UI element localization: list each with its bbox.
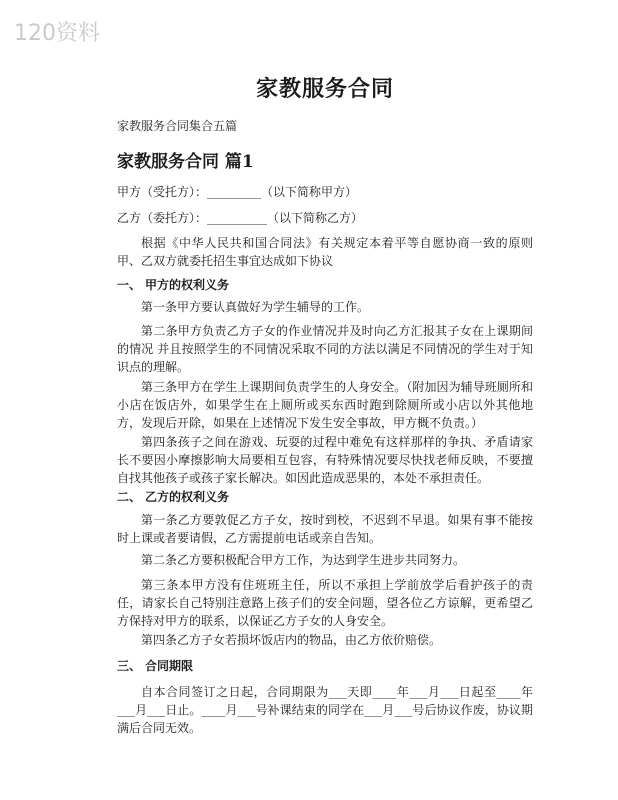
section-3-paragraph: 自本合同签订之日起，合同期限为___天即____年___月___日起至____年___月___日止。____月___号补课结束的同学在___月___号后协议作废，协议期满后合同无效。	[117, 685, 533, 735]
section-2-item-1: 第一条乙方要敦促乙方子女，按时到校，不迟到不早退。如果有事不能按时上课或者要请假，乙方需提前电话或亲自告知。	[117, 513, 533, 545]
section-1-number: 一、	[117, 278, 142, 292]
contract-heading: 家教服务合同 篇1	[117, 152, 254, 172]
intro-paragraph: 根据《中华人民共和国合同法》有关规定本着平等自愿协商一致的原则甲、乙双方就委托招生事宜达成如下协议	[117, 236, 533, 268]
section-1-item-3: 第三条甲方在学生上课期间负责学生的人身安全。（附加因为辅导班厕所和小店在饭店外，如果学生在上厕所或买东西时跑到除厕所或小店以外其他地方，发现后开除，如果在上述情况下发生安全事故，甲方概不负责。）	[117, 380, 533, 430]
watermark: 120资料	[14, 21, 100, 46]
section-2-heading	[117, 488, 229, 505]
section-2-item-4: 第四条乙方子女若损坏饭店内的物品，由乙方依价赔偿。	[141, 633, 442, 647]
section-3-heading	[117, 657, 193, 674]
party-a-line: 甲方（受托方）：_________（以下简称甲方）	[117, 185, 358, 199]
section-1-heading	[117, 276, 229, 293]
section-1-item-2: 第二条甲方负责乙方子女的作业情况并及时向乙方汇报其子女在上课期间的情况 并且按照学生的不同情况采取不同的方法以满足不同情况的学生对于知识点的理解。	[117, 324, 533, 374]
section-1-item-4: 第四条孩子之间在游戏、玩耍的过程中难免有这样那样的争执、矛盾请家长不要因小摩擦影响大局要相互包容，有特殊情况要尽快找老师反映，不要擅自找其他孩子或孩子家长解决。如因此造成恶果的，本处不承担责任。	[117, 435, 533, 485]
section-2-title: 乙方的权利义务	[145, 490, 230, 504]
section-1-title: 甲方的权利义务	[145, 278, 230, 292]
section-3-title: 合同期限	[145, 659, 194, 673]
section-2-number: 二、	[117, 490, 142, 504]
section-1-item-1: 第一条甲方要认真做好为学生辅导的工作。	[141, 300, 370, 314]
document-subtitle: 家教服务合同集合五篇	[117, 119, 238, 133]
section-3-number: 三、	[117, 659, 142, 673]
party-b-line: 乙方（委托方）：__________（以下简称乙方）	[117, 211, 364, 225]
section-2-item-3: 第三条本甲方没有住班班主任，所以不承担上学前放学后看护孩子的责任，请家长自己特别注意路上孩子们的安全问题，望各位乙方谅解，更希望乙方保持对甲方的联系，以保证乙方子女的人身安全。	[117, 578, 533, 628]
section-2-item-2: 第二条乙方要积极配合甲方工作，为达到学生进步共同努力。	[141, 553, 466, 567]
document-title: 家教服务合同	[255, 76, 394, 102]
